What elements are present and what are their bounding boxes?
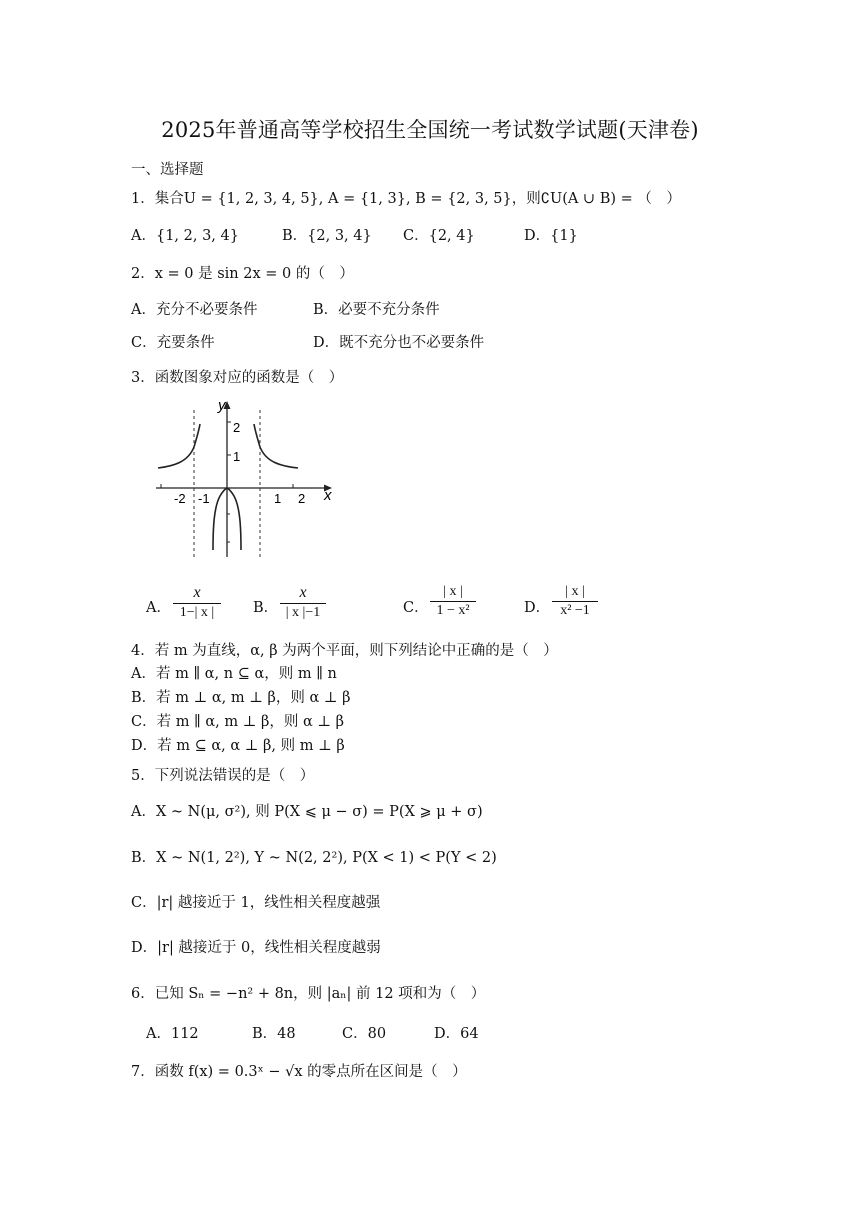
question-number: 6． [131,986,155,1002]
question-5 [131,764,314,785]
q2-option-c: C．充要条件 [131,335,215,351]
q1-option-d: D．{1} [524,228,578,244]
q3-option-b-label: B． [253,600,279,616]
q3-option-a-fraction: x 1−| x | [173,584,221,621]
question-3 [131,366,343,387]
q3-option-c-label: C． [403,600,429,616]
q2-option-d: D．既不充分也不必要条件 [313,335,485,351]
page-title: 2025年普通高等学校招生全国统一考试数学试题(天津卷) [161,118,699,142]
y-axis-label: y [218,397,226,414]
curve-right-branch [254,424,298,468]
question-2 [131,262,354,283]
q4-option-d: D．若 m ⊆ α, α ⊥ β, 则 m ⊥ β [131,738,345,754]
question-stem: 若 m 为直线，α, β 为两个平面，则下列结论中正确的是（ ） [154,643,558,659]
q5-option-a: A．X ~ N(μ, σ²), 则 P(X ⩽ μ − σ) = P(X ⩾ μ + σ) [131,804,483,820]
q5-option-c: C．|r| 越接近于 1，线性相关程度越强 [131,895,381,911]
question-stem: 已知 Sₙ = −n² + 8n，则 |aₙ| 前 12 项和为（ ） [154,986,486,1002]
q3-option-d-fraction: | x | x² −1 [552,584,598,619]
q3-option-c-fraction: | x | 1 − x² [430,584,476,619]
q1-option-b: B．{2, 3, 4} [282,228,372,244]
q5-option-d: D．|r| 越接近于 0，线性相关程度越弱 [131,940,381,956]
y-tick-label: 1 [233,449,241,464]
q3-option-b-fraction: x | x |−1 [280,584,326,621]
question-number: 5． [131,768,155,784]
section-heading: 一、选择题 [131,162,204,178]
q6-option-a: A．112 [146,1026,199,1042]
q4-option-a: A．若 m ∥ α, n ⊆ α，则 m ∥ n [131,666,337,682]
question-stem: 函数 f(x) = 0.3ˣ − √x 的零点所在区间是（ ） [154,1064,467,1080]
question-stem: 集合U = {1, 2, 3, 4, 5}, A = {1, 3}, B = {2, 3, 5}，则∁U(A ∪ B) = （ ） [154,191,681,207]
question-number: 2． [131,266,155,282]
x-tick-label: -1 [198,491,210,506]
question-number: 1． [131,191,155,207]
x-axis-label: x [324,487,332,504]
x-tick-label: 1 [274,491,282,506]
question-number: 3． [131,370,155,386]
x-tick-label: 2 [298,491,306,506]
q2-option-a: A．充分不必要条件 [131,302,258,318]
q5-option-b: B．X ~ N(1, 2²), Y ~ N(2, 2²), P(X < 1) < P(Y < 2) [131,850,497,866]
question-1 [131,187,681,208]
y-tick-label: 2 [233,420,241,435]
q4-option-c: C．若 m ∥ α, m ⊥ β，则 α ⊥ β [131,714,345,730]
question-4 [131,639,558,660]
q1-option-c: C．{2, 4} [403,228,475,244]
question-stem: 下列说法错误的是（ ） [154,768,315,784]
q3-option-a-label: A． [146,600,171,616]
question-7 [131,1060,467,1081]
q6-option-d: D．64 [434,1026,479,1042]
q6-option-c: C．80 [342,1026,387,1042]
q1-option-a: A．{1, 2, 3, 4} [131,228,239,244]
function-graph [140,392,370,562]
q6-option-b: B．48 [252,1026,296,1042]
x-tick-label: -2 [174,491,186,506]
q4-option-b: B．若 m ⊥ α, m ⊥ β，则 α ⊥ β [131,690,351,706]
question-6 [131,982,485,1003]
q3-option-d-label: D． [524,600,551,616]
question-stem: x = 0 是 sin 2x = 0 的（ ） [154,266,354,282]
question-number: 7． [131,1064,155,1080]
q2-option-b: B．必要不充分条件 [313,302,440,318]
question-number: 4． [131,643,155,659]
question-stem: 函数图象对应的函数是（ ） [154,370,344,386]
